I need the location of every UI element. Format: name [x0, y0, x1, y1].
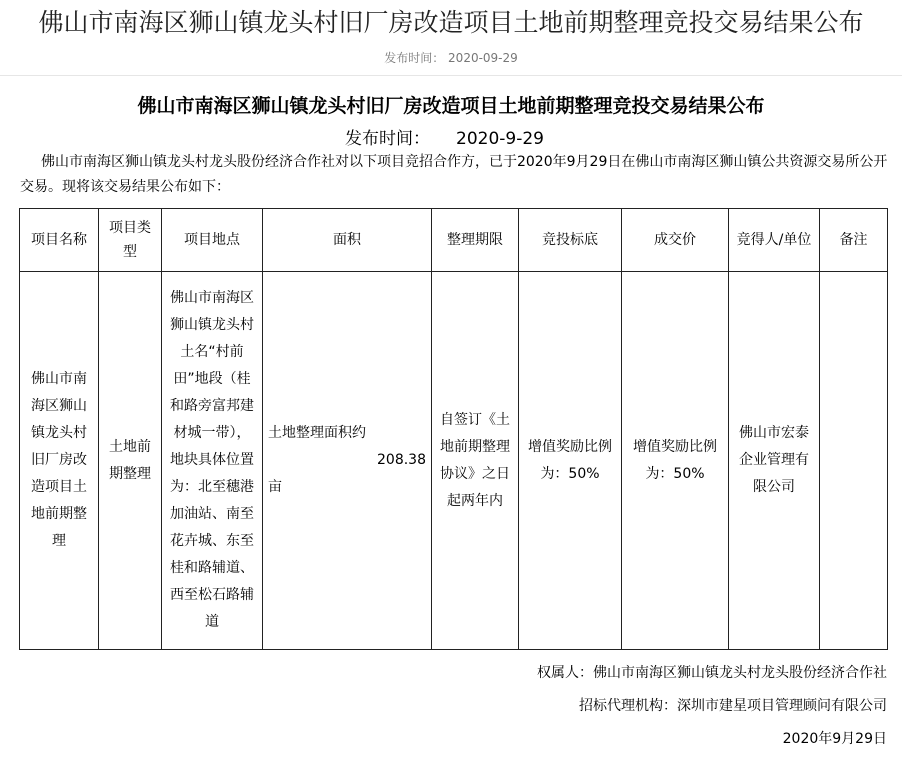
cell-project-name: 佛山市南海区狮山镇龙头村旧厂房改造项目土地前期整理 [20, 272, 99, 650]
cell-winner: 佛山市宏泰企业管理有限公司 [729, 272, 820, 650]
cell-project-type: 土地前期整理 [99, 272, 162, 650]
document-title [0, 92, 902, 120]
cell-deal-price: 增值奖励比例为：50% [622, 272, 729, 650]
publish-meta [0, 49, 902, 66]
cell-remark [820, 272, 888, 650]
publish-label: 发布时间： [384, 51, 445, 65]
page-title: 佛山市南海区狮山镇龙头村旧厂房改造项目土地前期整理竞投交易结果公布 [38, 8, 864, 37]
document-date [345, 124, 544, 149]
title-divider [0, 75, 902, 76]
intro-paragraph: 佛山市南海区狮山镇龙头村龙头股份经济合作社对以下项目竞招合作方，已于2020年9月29日在佛山市南海区狮山镇公共资源交易所公开交易。现将该交易结果公布如下： [20, 154, 888, 195]
footer-agent: 招标代理机构：深圳市建星项目管理顾问有限公司 [579, 698, 887, 714]
header-period: 整理期限 [432, 209, 519, 272]
publish-date: 2020-09-29 [448, 51, 518, 65]
footer-date: 2020年9月29日 [782, 731, 887, 747]
header-deal-price: 成交价 [622, 209, 729, 272]
document-date-value: 2020-9-29 [456, 129, 544, 149]
cell-period: 自签订《土地前期整理协议》之日起两年内 [432, 272, 519, 650]
header-project-type: 项目类型 [99, 209, 162, 272]
header-winner: 竞得人/单位 [729, 209, 820, 272]
table-row [20, 272, 888, 650]
header-project-name: 项目名称 [20, 209, 99, 272]
document-title-suffix: 结果公布 [688, 95, 765, 117]
area-label: 土地整理面积约 [268, 425, 366, 441]
cell-project-location: 佛山市南海区狮山镇龙头村土名“村前田”地段（桂和路旁富邦建材城一带），地块具体位置为：北至穗港加油站、南至花卉城、东至桂和路辅道、西至松石路辅道 [162, 272, 263, 650]
header-base-price: 竞投标底 [519, 209, 622, 272]
area-unit: 亩 [268, 479, 282, 495]
cell-area [263, 272, 432, 650]
header-remark: 备注 [820, 209, 888, 272]
result-table [19, 208, 888, 650]
table-header-row [20, 209, 888, 272]
header-area: 面积 [263, 209, 432, 272]
cell-base-price: 增值奖励比例为：50% [519, 272, 622, 650]
footer-owner: 权属人：佛山市南海区狮山镇龙头村龙头股份经济合作社 [537, 665, 887, 681]
document-date-label: 发布时间： [345, 129, 430, 149]
document-title-main: 佛山市南海区狮山镇龙头村旧厂房改造项目土地前期整理竞投交易 [137, 95, 689, 117]
area-value: 208.38 [377, 452, 426, 468]
header-project-location: 项目地点 [162, 209, 263, 272]
